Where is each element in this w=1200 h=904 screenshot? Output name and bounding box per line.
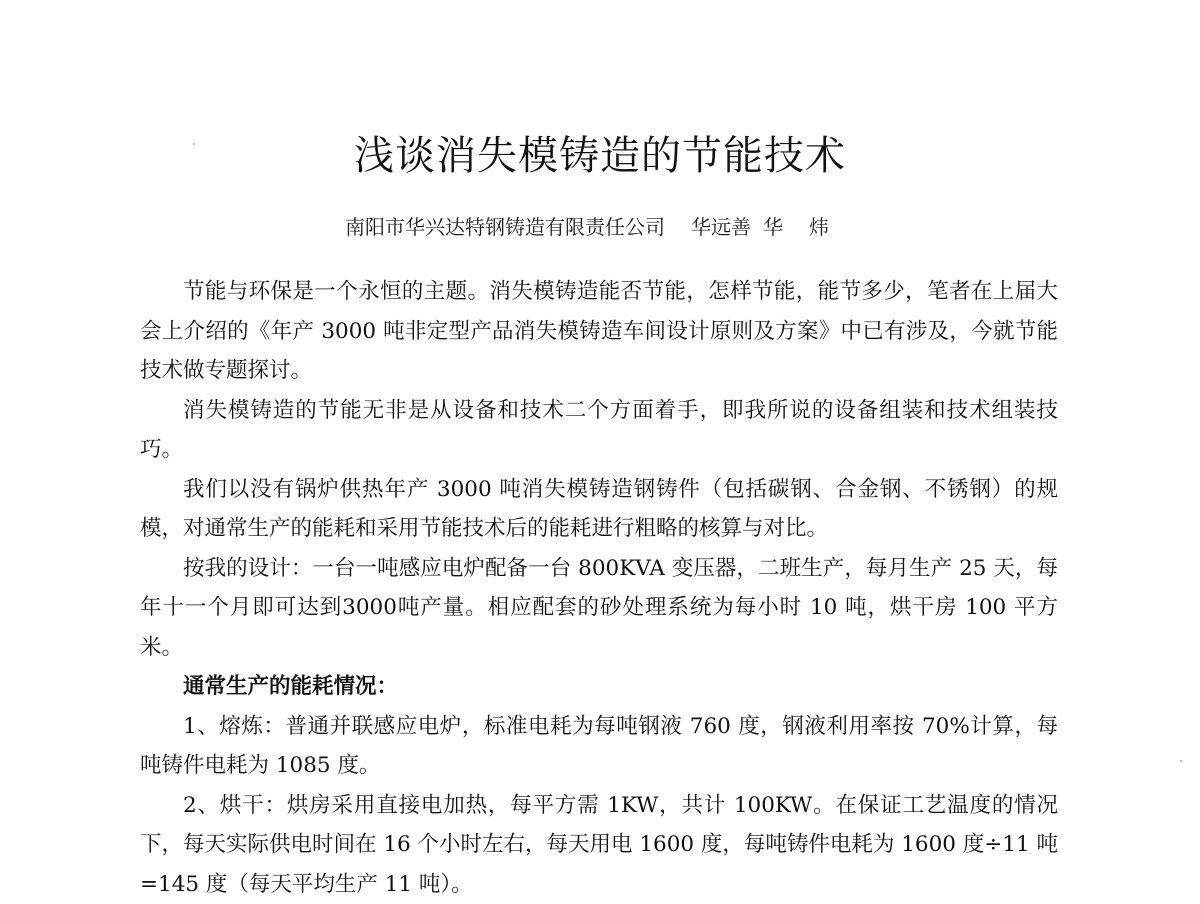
body-paragraph: 我们以没有锅炉供热年产 3000 吨消失模铸造钢铸件（包括碳钢、合金钢、不锈钢）的规模，对通常生产的能耗和采用节能技术后的能耗进行粗略的核算与对比。 — [140, 470, 1058, 549]
document-title: 浅谈消失模铸造的节能技术 — [0, 128, 1200, 184]
body-paragraph: 按我的设计：一台一吨感应电炉配备一台 800KVA 变压器，二班生产，每月生产 25 天，每年十一个月即可达到3000吨产量。相应配套的砂处理系统为每小时 10 吨，烘干房 100 平方米。 — [140, 549, 1058, 668]
scan-speck — [193, 143, 195, 145]
author-line — [0, 211, 1200, 243]
list-item: 1、熔炼：普通并联感应电炉，标准电耗为每吨钢液 760 度，钢液利用率按 70%计算，每吨铸件电耗为 1085 度。 — [140, 707, 1058, 786]
section-heading: 通常生产的能耗情况： — [140, 667, 1058, 707]
author-name-2: 华炜 — [763, 215, 855, 239]
author-name-1: 华远善 — [691, 215, 751, 239]
document-body — [140, 272, 1058, 904]
scan-speck — [1180, 760, 1182, 762]
body-paragraph: 节能与环保是一个永恒的主题。消失模铸造能否节能，怎样节能，能节多少，笔者在上届大会上介绍的《年产 3000 吨非定型产品消失模铸造车间设计原则及方案》中已有涉及，今就节能技术做专题探讨。 — [140, 272, 1058, 391]
body-paragraph: 消失模铸造的节能无非是从设备和技术二个方面着手，即我所说的设备组装和技术组装技巧。 — [140, 391, 1058, 470]
list-item: 2、烘干：烘房采用直接电加热，每平方需 1KW，共计 100KW。在保证工艺温度的情况下，每天实际供电时间在 16 个小时左右，每天用电 1600 度，每吨铸件电耗为 1600 度÷11 吨=145 度（每天平均生产 11 吨）。 — [140, 786, 1058, 904]
author-organization: 南阳市华兴达特钢铸造有限责任公司 — [345, 215, 665, 239]
